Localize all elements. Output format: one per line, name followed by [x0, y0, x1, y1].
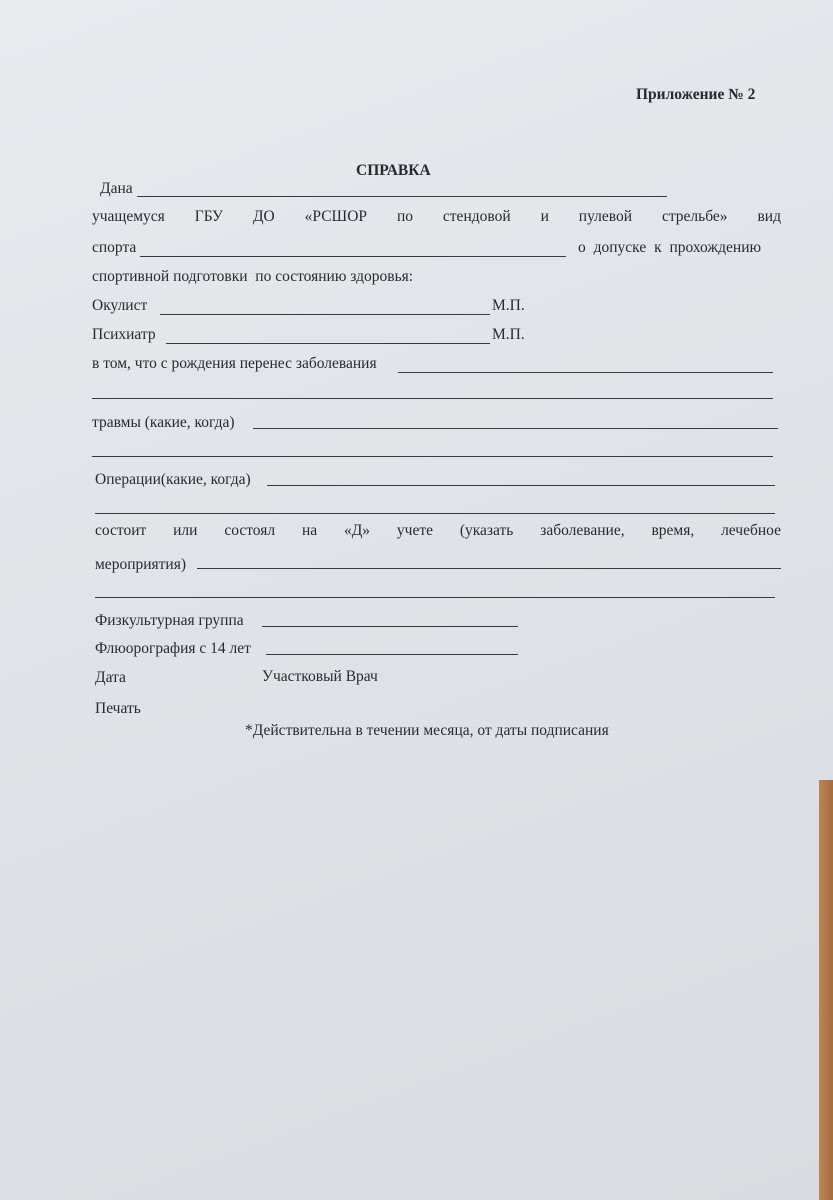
seal-label: Печать	[95, 700, 141, 717]
psychiatrist-stamp: М.П.	[492, 326, 525, 343]
admission-text: о допуске к прохождению	[578, 239, 762, 256]
validity-note: *Действительна в течении месяца, от даты подписания	[245, 722, 609, 739]
injuries-line[interactable]	[253, 428, 778, 429]
diseases-label: в том, что с рождения перенес заболевания	[92, 355, 377, 372]
sport-label: спорта	[92, 239, 137, 256]
word: ДО	[252, 208, 275, 225]
given-to-label: Дана	[100, 180, 133, 197]
measures-line-2[interactable]	[95, 597, 775, 598]
sport-line[interactable]	[140, 256, 566, 257]
word: учете	[396, 522, 433, 539]
word: стрельбе»	[661, 208, 728, 225]
appendix-label: Приложение № 2	[636, 86, 756, 103]
word: время,	[651, 522, 695, 539]
word: или	[173, 522, 198, 539]
diseases-line[interactable]	[398, 372, 773, 373]
word: (указать	[459, 522, 514, 539]
given-to-line[interactable]	[137, 196, 667, 197]
doctor-label: Участковый Врач	[262, 668, 378, 685]
psychiatrist-label: Психиатр	[92, 326, 156, 343]
injuries-label: травмы (какие, когда)	[92, 414, 235, 431]
fluorography-line[interactable]	[266, 654, 518, 655]
diseases-line-2[interactable]	[92, 398, 773, 399]
psychiatrist-line[interactable]	[166, 343, 490, 344]
word: ГБУ	[194, 208, 224, 225]
injuries-line-2[interactable]	[92, 456, 773, 457]
operations-line-2[interactable]	[95, 513, 775, 514]
word: «РСШОР	[304, 208, 368, 225]
word: состоит	[95, 522, 147, 539]
word: пулевой	[578, 208, 633, 225]
oculist-stamp: М.П.	[492, 297, 525, 314]
word: «Д»	[343, 522, 371, 539]
measures-label: мероприятия)	[95, 556, 187, 573]
word: лечебное	[721, 522, 781, 539]
registry-line	[95, 522, 781, 540]
pe-group-line[interactable]	[262, 626, 518, 627]
word: стендовой	[442, 208, 511, 225]
word: заболевание,	[540, 522, 625, 539]
table-surface	[819, 780, 833, 1200]
training-text: спортивной подготовки по состоянию здоровья:	[92, 268, 414, 285]
measures-line[interactable]	[197, 568, 781, 569]
word: на	[301, 522, 318, 539]
document-title: СПРАВКА	[356, 162, 431, 179]
oculist-label: Окулист	[92, 297, 148, 314]
word: вид	[757, 208, 781, 225]
word: состоял	[224, 522, 276, 539]
date-label: Дата	[95, 669, 126, 686]
oculist-line[interactable]	[160, 314, 490, 315]
operations-line[interactable]	[267, 485, 775, 486]
fluorography-label: Флюорография с 14 лет	[95, 640, 251, 657]
word: учащемуся	[92, 208, 165, 225]
student-line	[92, 208, 781, 226]
word: по	[396, 208, 413, 225]
operations-label: Операции(какие, когда)	[95, 471, 251, 488]
word: и	[540, 208, 549, 225]
pe-group-label: Физкультурная группа	[95, 612, 244, 629]
